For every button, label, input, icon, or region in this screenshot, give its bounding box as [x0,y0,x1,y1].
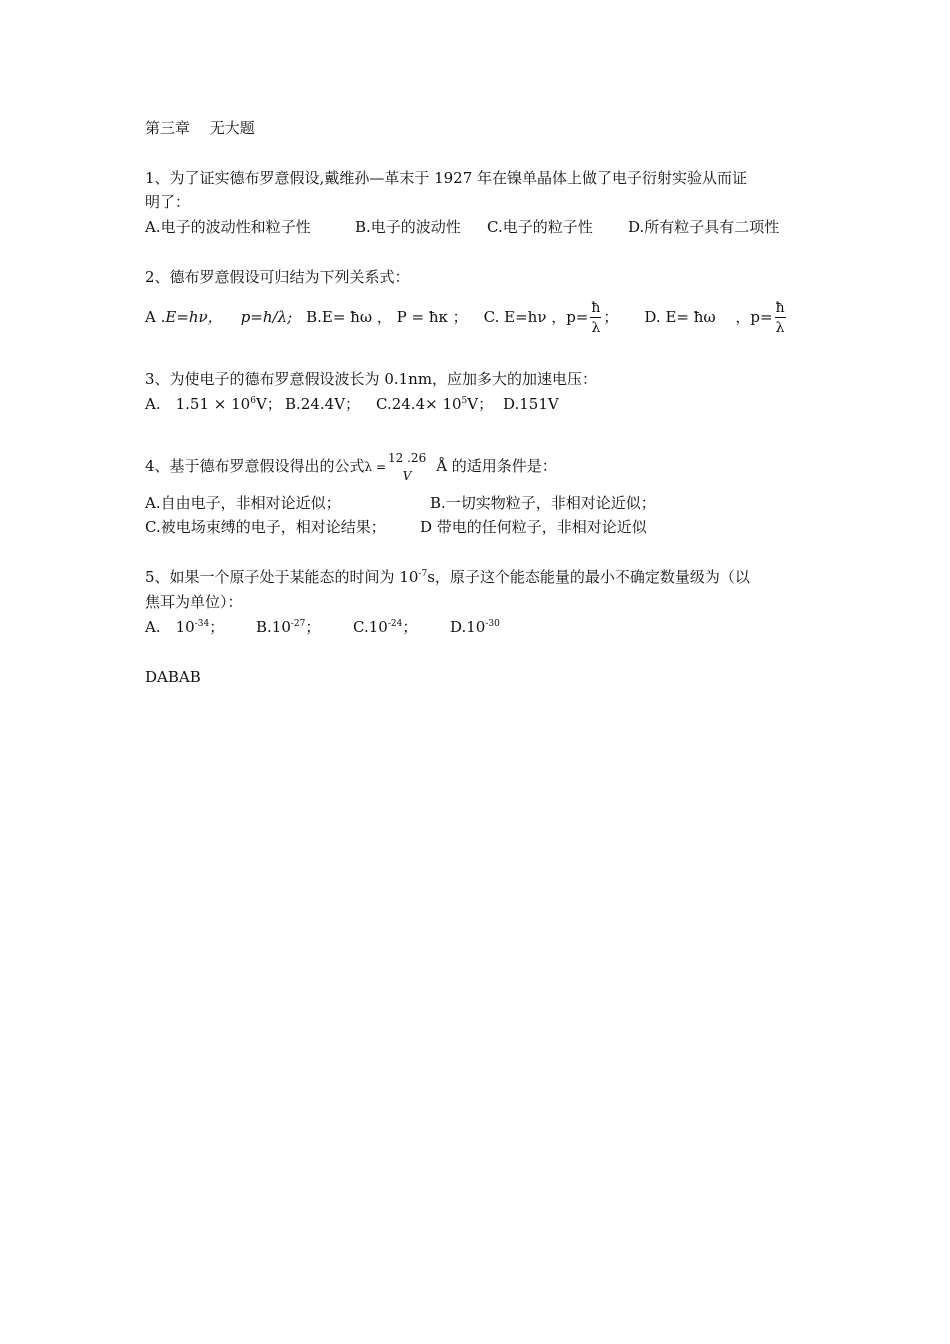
q3-option-a-base: A. 1.51 × 10 [145,395,251,413]
q3-option-a-exp: 6 [250,396,256,406]
q3-option-b: B.24.4V； [285,395,361,413]
q5-text-pre: 5、如果一个原子处于某能态的时间为 10 [145,568,419,586]
q5-option-a-exp: -34 [194,619,210,629]
q2-d-frac-den: λ [775,320,785,336]
q4-option-c: C.被电场束缚的电子，相对论结果； [145,518,386,536]
q2-option-a-label: A . [145,308,166,326]
q2-option-d-label: D. E= ħω ，p= [644,308,773,326]
answer-key: DABAB [145,668,201,686]
q2-options [145,297,788,337]
q5-option-b-tail: ； [305,618,321,636]
q3-text: 3、为使电子的德布罗意假设波长为 0.1nm，应加多大的加速电压： [145,370,598,388]
q5-option-a-tail: ； [209,618,225,636]
q5-option-c-base: C.10 [353,618,388,636]
q5-text-line2: 焦耳为单位）： [145,593,243,611]
chapter-title: 第三章 无大题 [145,119,255,137]
q1-text-line1: 1、为了证实德布罗意假设,戴维孙—革末于 1927 年在镍单晶体上做了电子衍射实验从而证 [145,169,748,187]
q1-option-c: C.电子的粒子性 [487,218,593,236]
q5-option-a [145,617,256,637]
q5-option-a-base: A. 10 [145,618,195,636]
q2-c-frac-num: ħ [591,300,601,316]
q4-lambda-eq: λ = [364,460,387,474]
q2-option-d-fraction [775,300,786,336]
q3-option-c-exp: 5 [461,396,468,406]
q2-d-frac-num: ħ [775,300,785,316]
q2-text: 2、德布罗意假设可归结为下列关系式： [145,268,410,286]
q4-text [145,448,557,485]
q5-option-b-exp: -27 [290,619,306,629]
q4-option-d: D 带电的任何粒子，非相对论近似 [420,518,647,536]
q1-text-line2: 明了： [145,193,191,211]
q2-option-a-p: p=h/λ; [240,308,293,326]
q5-option-b-base: B.10 [256,618,291,636]
q4-options-row1 [145,493,656,513]
q2-c-frac-den: λ [591,320,601,336]
q4-frac-num: 12 .26 [388,451,427,465]
q5-option-c [353,617,450,637]
q3-option-a-unit: V； [255,395,282,413]
q4-option-b: B.一切实物粒子，非相对论近似； [430,494,656,512]
q4-options-row2 [145,517,647,537]
q5-options [145,617,500,637]
q3-option-d: D.151V [503,395,559,413]
q4-frac-den: V [402,469,412,483]
q2-option-a-e: E=hν， [165,308,223,326]
q1-option-a: A.电子的波动性和粒子性 [145,218,311,236]
q3-option-a [145,394,285,414]
q2-option-c-label: C. E=hν ，p= [483,308,589,326]
q3-option-c-unit: V； [467,395,494,413]
q3-option-c-base: C.24.4× 10 [376,395,462,413]
q4-formula-fraction [388,449,426,485]
q5-option-d-exp: -30 [485,619,500,629]
q5-text-line1 [145,567,750,587]
q5-text-exp: -7 [418,569,428,579]
q5-option-c-tail: ； [402,618,418,636]
q5-option-d-base: D.10 [450,618,486,636]
q5-text-post: s，原子这个能态能量的最小不确定数量级为（以 [427,568,750,586]
q2-option-b: B.E= ħω ， P = ħκ ； [306,308,468,326]
q2-option-c-tail: ； [603,308,619,326]
q3-option-c [376,394,503,414]
q1-options [145,217,779,237]
q1-option-d: D.所有粒子具有二项性 [628,218,780,236]
q5-option-d [450,617,500,637]
q5-option-b [256,617,353,637]
q1-option-b: B.电子的波动性 [355,218,461,236]
q3-options [145,394,559,414]
q4-text-post: Å 的适用条件是： [436,457,557,475]
q2-option-c-fraction [590,300,601,336]
q4-option-a: A.自由电子，非相对论近似； [145,494,341,512]
q5-option-c-exp: -24 [387,619,403,629]
q4-text-pre: 4、基于德布罗意假设得出的公式 [145,457,365,475]
